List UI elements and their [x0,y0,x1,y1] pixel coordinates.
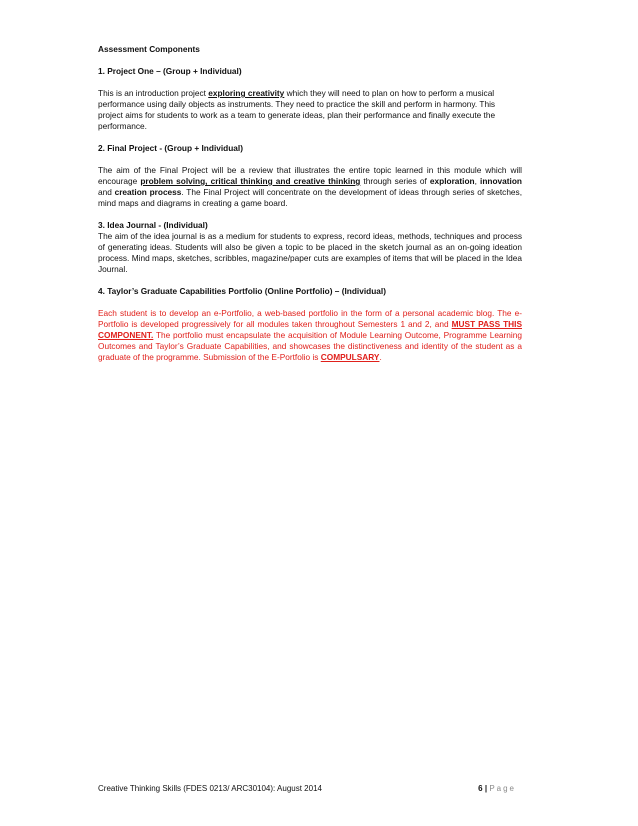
section-heading-project-one: 1. Project One – (Group + Individual) [98,66,242,76]
body-text: and [98,187,115,197]
bold-text: creation process [114,187,182,197]
bold-text: exploration [429,176,475,186]
section-heading-final-project: 2. Final Project - (Group + Individual) [98,143,243,153]
body-text: . The Final Project will concentrate on the development of ideas through series of sketches, mind maps and diagrams in creating a game board. [98,187,522,208]
section-body-final-project [98,165,522,209]
body-text: through series of [360,176,430,186]
section-heading-idea-journal: 3. Idea Journal - (Individual) [98,220,208,230]
footer-course-title: Creative Thinking Skills (FDES 0213/ ARC30104): August 2014 [98,784,322,793]
body-text: Each student is to develop an e-Portfolio, a web-based portfolio in the form of a personal academic blog. The e-Portfolio is developed progressively for all modules taken throughout Semesters 1 and 2, and [98,308,522,329]
page-number: 6 [478,784,483,793]
section-heading-portfolio: 4. Taylor’s Graduate Capabilities Portfolio (Online Portfolio) – (Individual) [98,286,386,296]
page-separator: | [482,784,490,793]
body-text: which they will need to plan on how to perform a musical performance using daily objects as instruments. They need to practice the skill and perform in harmony. This project aims for students to work as a team to generate ideas, plan their performance and finally execute the performance. [98,88,496,131]
section-body-project-one [98,88,522,132]
page-title: Assessment Components [98,44,200,54]
section-body-idea-journal: The aim of the idea journal is as a medium for students to express, record ideas, methods, techniques and process of generating ideas. Students will also be given a topic to be placed in the sketch journal as an on-going ideation process. Mind maps, sketches, scribbles, magazine/paper cuts are examples of items that will be placed in the Idea Journal. [98,231,522,274]
emphasis-text: exploring creativity [208,88,285,98]
document-body [98,44,522,363]
section-body-portfolio [98,308,522,363]
body-text: This is an introduction project [98,88,209,98]
body-text: The aim of the Final Project will be a review that illustrates the entire topic learned in this module which will encourage [98,165,522,186]
body-text: , [474,176,481,186]
page-word: Page [489,784,516,793]
emphasis-text: problem solving, critical thinking and creative thinking [140,176,361,186]
emphasis-text: COMPULSARY [320,352,380,362]
body-text: . [379,352,382,362]
bold-text: innovation [480,176,522,186]
footer-page-indicator [478,784,516,794]
body-text: The portfolio must encapsulate the acquisition of Module Learning Outcome, Programme Learning Outcomes and Taylor’s Graduate Capabilities, and showcases the distinctiveness and identity of the student as a graduate of the programme. Submission of the E-Portfolio is [98,330,522,362]
emphasis-text: MUST PASS THIS COMPONENT. [98,319,522,340]
